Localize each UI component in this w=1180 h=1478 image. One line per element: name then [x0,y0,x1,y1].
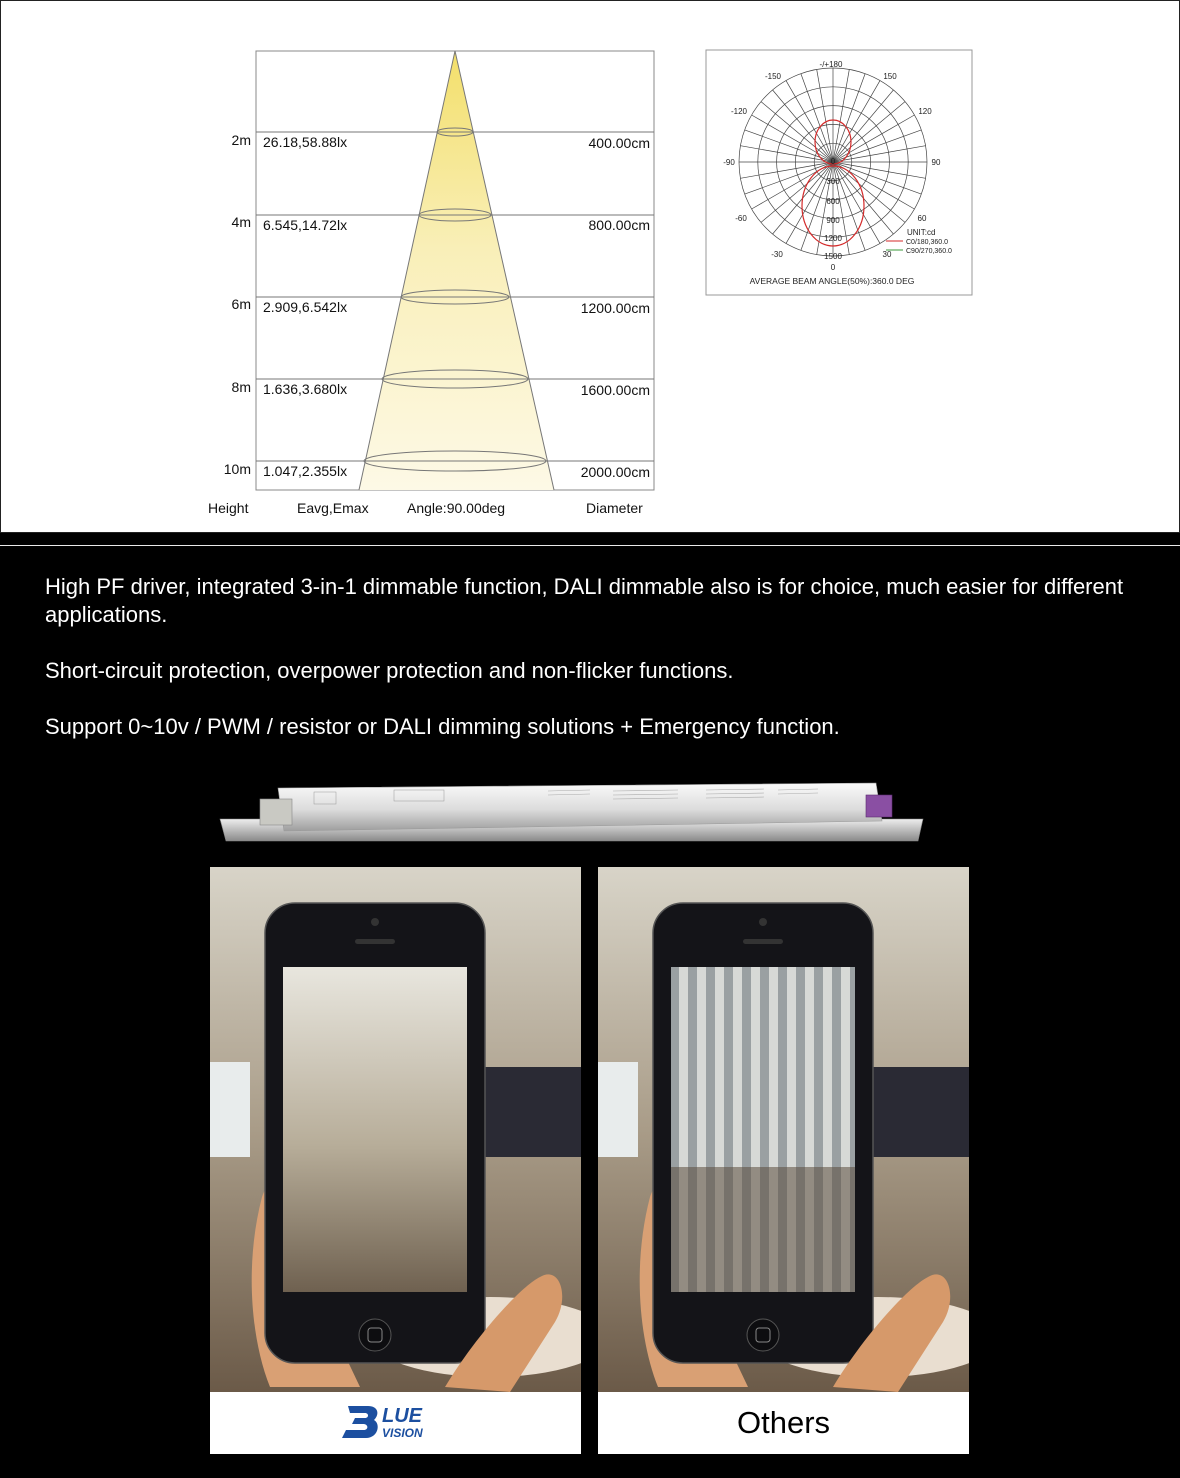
photometric-panel [0,0,1180,533]
beam-angle-label: Angle:90.00deg [407,500,506,516]
caption-others [598,1392,969,1454]
polar-angle-label: -30 [771,250,783,259]
logo-brand-text: LUE [381,1405,422,1427]
polar-radial-label: 600 [826,197,840,206]
room-through-phone-image [210,867,581,1392]
illuminance-column-label: Eavg,Emax [297,500,369,516]
height-label: 8m [231,379,251,395]
diameter-column-label: Diameter [586,500,643,516]
polar-angle-label: 150 [883,72,897,81]
room-through-phone-flicker-image [598,867,969,1392]
polar-radial-label: 0 [830,157,836,166]
led-driver-product-image [218,779,928,849]
polar-radial-label: 900 [826,216,840,225]
polar-angle-label: 120 [918,107,932,116]
diameter-value: 400.00cm [588,135,650,151]
height-label: 2m [231,132,251,148]
polar-angle-label: -/+180 [819,60,843,69]
polar-radial-label: 1200 [824,234,842,243]
input-terminal-block [260,799,292,825]
beam-angle-note: AVERAGE BEAM ANGLE(50%):360.0 DEG [749,276,915,286]
section-divider [0,545,1180,546]
polar-angle-label: -150 [764,72,782,81]
polar-angle-label: -90 [723,158,735,167]
polar-angle-label: -120 [730,107,748,116]
polar-unit-label: UNIT:cd [907,228,936,237]
output-terminal-block [866,795,892,817]
illuminance-value: 6.545,14.72lx [263,217,348,233]
illuminance-value: 1.047,2.355lx [263,463,348,479]
height-label: 6m [231,296,251,312]
height-label: 4m [231,214,251,230]
caption-brand-logo [210,1392,581,1454]
comparison-card-bluevision [210,867,581,1454]
height-label: 10m [223,461,251,477]
feature-text-driver: High PF driver, integrated 3-in-1 dimmable function, DALI dimmable also is for choice, much easier for different applications. [45,574,1124,627]
polar-radial-label: 1500 [824,252,842,261]
legend-label-c90: C90/270,360.0 [906,248,952,255]
polar-angle-label: 30 [882,250,892,259]
polar-angle-label: 90 [931,158,941,167]
phone-screen-clear [283,967,467,1292]
feature-text-dimming: Support 0~10v / PWM / resistor or DALI dimming solutions + Emergency function. [45,714,840,739]
polar-angle-label: 60 [917,214,927,223]
polar-intensity-chart [706,50,972,295]
svg-text:VISION: VISION [381,1426,423,1440]
others-label: Others [736,1405,831,1440]
diameter-value: 1600.00cm [580,382,650,398]
feature-text-protection: Short-circuit protection, overpower protection and non-flicker functions. [45,658,734,683]
diameter-value: 1200.00cm [580,300,650,316]
legend-label-c0: C0/180,360.0 [906,239,949,246]
illuminance-value: 2.909,6.542lx [263,299,348,315]
polar-angle-label: 0 [830,263,836,272]
bluevision-logo [336,1400,456,1446]
comparison-card-others [598,867,969,1454]
illuminance-value: 1.636,3.680lx [263,381,348,397]
polar-angle-label: -60 [735,214,747,223]
beam-diagram [1,1,1180,534]
illuminance-value: 26.18,58.88lx [263,134,348,150]
height-column-label: Height [208,500,249,516]
diameter-value: 800.00cm [588,217,650,233]
polar-radial-label: 300 [826,177,840,186]
diameter-value: 2000.00cm [580,464,650,480]
